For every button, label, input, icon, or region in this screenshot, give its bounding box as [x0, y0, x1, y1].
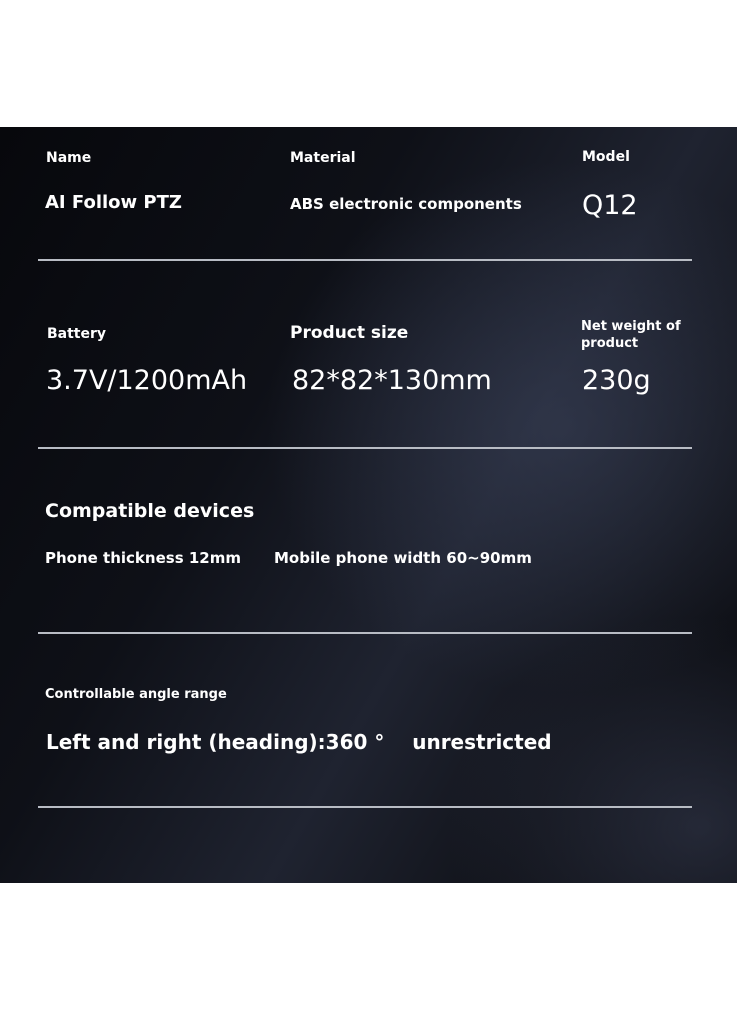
- battery-value: 3.7V/1200mAh: [46, 365, 248, 396]
- weight-label-line2: product: [581, 336, 639, 351]
- weight-value: 230g: [582, 365, 651, 396]
- divider-2: [38, 447, 692, 449]
- name-value: AI Follow PTZ: [45, 192, 182, 213]
- material-label: Material: [290, 150, 356, 166]
- size-label: Product size: [290, 323, 409, 343]
- angle-value: Left and right (heading):360 ° unrestricted: [46, 730, 552, 754]
- weight-label-line1: Net weight of: [581, 319, 681, 334]
- size-value: 82*82*130mm: [292, 365, 492, 396]
- compat-label: Compatible devices: [45, 500, 255, 522]
- divider-1: [38, 259, 692, 261]
- model-label: Model: [582, 149, 630, 165]
- divider-4: [38, 806, 692, 808]
- angle-label: Controllable angle range: [45, 687, 227, 702]
- divider-3: [38, 632, 692, 634]
- battery-label: Battery: [47, 326, 107, 342]
- width-value: Mobile phone width 60~90mm: [274, 549, 532, 567]
- material-value: ABS electronic components: [290, 195, 522, 213]
- thickness-value: Phone thickness 12mm: [45, 549, 241, 567]
- spec-panel: [0, 127, 737, 883]
- name-label: Name: [46, 150, 92, 166]
- model-value: Q12: [582, 190, 638, 221]
